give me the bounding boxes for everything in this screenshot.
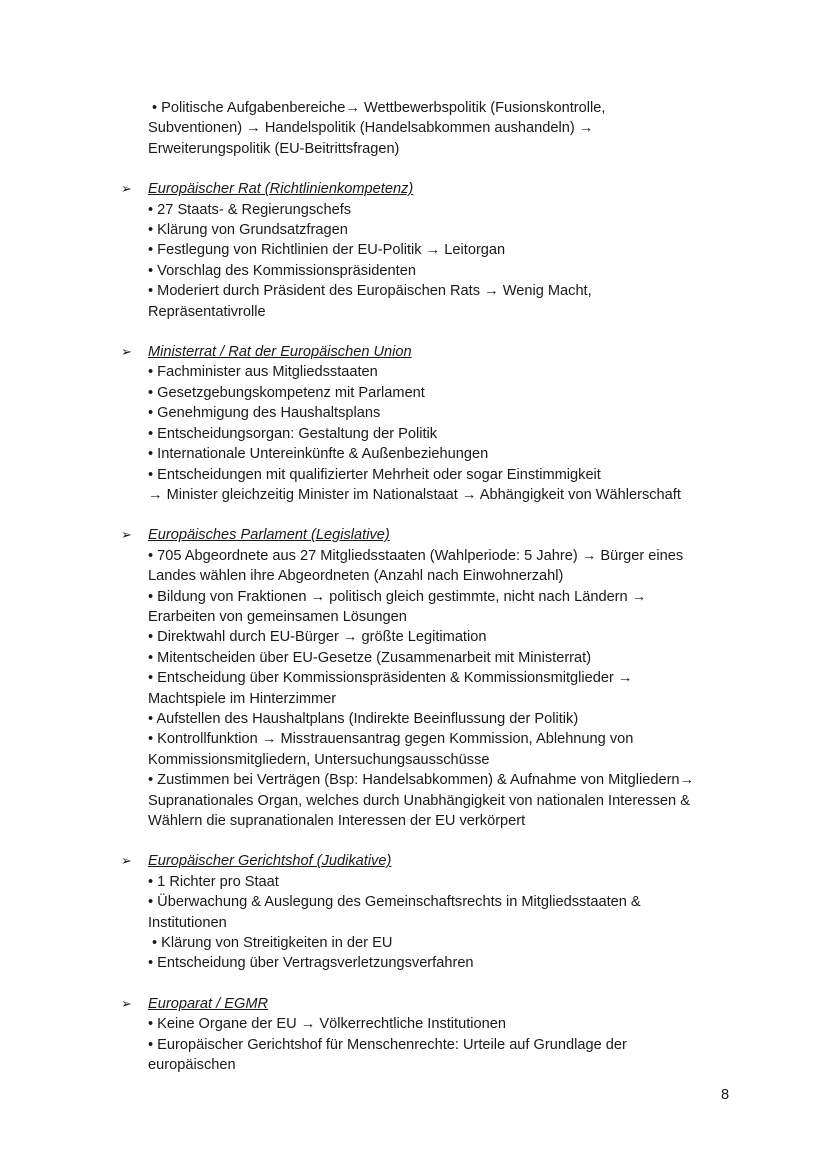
section-europaeischer-rat xyxy=(121,179,748,322)
arrowhead-bullet-icon: ➢ xyxy=(121,527,132,543)
section-heading-text: Europäischer Gerichtshof (Judikative) xyxy=(148,853,392,870)
list-item-continuation: europäischen xyxy=(148,1057,236,1074)
section-heading xyxy=(121,994,748,1014)
list-item: • Fachminister aus Mitgliedsstaaten xyxy=(148,364,378,381)
section-europarat-egmr xyxy=(121,994,748,1076)
list-item-continuation: Wählern die supranationalen Interessen der EU verkörpert xyxy=(148,813,526,829)
section-heading-text: Europarat / EGMR xyxy=(148,995,269,1012)
page-content xyxy=(121,98,748,1075)
list-item-continuation: Supranationales Organ, welches durch Unabhängigkeit von nationalen Interessen & xyxy=(148,792,690,809)
list-item: • Zustimmen bei Verträgen (Bsp: Handelsabkommen) & Aufnahme von Mitgliedern→ xyxy=(148,772,695,789)
list-item: • 1 Richter pro Staat xyxy=(148,873,279,890)
list-item: • 27 Staats- & Regierungschefs xyxy=(148,201,352,218)
list-item: • Europäischer Gerichtshof für Menschenrechte: Urteile auf Grundlage der xyxy=(148,1036,627,1053)
list-item: • Entscheidungsorgan: Gestaltung der Politik xyxy=(148,425,438,442)
list-item: • Gesetzgebungskompetenz mit Parlament xyxy=(148,384,425,401)
list-item-continuation: Repräsentativrolle xyxy=(148,303,266,320)
section-heading xyxy=(121,179,748,199)
list-item-continuation: Institutionen xyxy=(148,914,227,931)
list-item-continuation: Kommissionsmitgliedern, Untersuchungsausschüsse xyxy=(148,751,490,768)
list-item: • Direktwahl durch EU-Bürger → größte Legitimation xyxy=(148,629,487,646)
list-item: • Internationale Untereinkünfte & Außenbeziehungen xyxy=(148,446,489,463)
section-ministerrat xyxy=(121,342,748,505)
list-item: • Festlegung von Richtlinien der EU-Politik → Leitorgan xyxy=(148,242,506,259)
section-heading-text: Europäisches Parlament (Legislative) xyxy=(148,527,390,544)
section-heading-text: Ministerrat / Rat der Europäischen Union xyxy=(148,344,412,361)
list-item: • Klärung von Streitigkeiten in der EU xyxy=(152,935,393,952)
list-item-continuation: Landes wählen ihre Abgeordneten (Anzahl nach Einwohnerzahl) xyxy=(148,568,564,585)
intro-line: Subventionen) → Handelspolitik (Handelsabkommen aushandeln) → xyxy=(148,120,594,137)
intro-block xyxy=(148,98,748,159)
list-item-continuation: → Minister gleichzeitig Minister im Nationalstaat → Abhängigkeit von Wählerschaft xyxy=(148,486,681,503)
list-item-continuation: Machtspiele im Hinterzimmer xyxy=(148,690,337,707)
arrowhead-bullet-icon: ➢ xyxy=(121,853,132,869)
section-heading-text: Europäischer Rat (Richtlinienkompetenz) xyxy=(148,181,414,198)
list-item-continuation: Erarbeiten von gemeinsamen Lösungen xyxy=(148,608,407,625)
list-item: • Moderiert durch Präsident des Europäischen Rats → Wenig Macht, xyxy=(148,283,592,300)
list-item: • Entscheidung über Vertragsverletzungsverfahren xyxy=(148,955,474,972)
list-item: • Klärung von Grundsatzfragen xyxy=(148,222,348,239)
list-item: • Bildung von Fraktionen → politisch gleich gestimmte, nicht nach Ländern → xyxy=(148,588,647,605)
section-heading xyxy=(121,525,748,545)
list-item: • Entscheidung über Kommissionspräsidenten & Kommissionsmitglieder → xyxy=(148,670,633,687)
list-item: • 705 Abgeordnete aus 27 Mitgliedsstaaten (Wahlperiode: 5 Jahre) → Bürger eines xyxy=(148,547,684,564)
page-number: 8 xyxy=(721,1087,730,1103)
intro-line: Erweiterungspolitik (EU-Beitrittsfragen) xyxy=(148,140,400,157)
arrowhead-bullet-icon: ➢ xyxy=(121,344,132,360)
list-item: • Entscheidungen mit qualifizierter Mehrheit oder sogar Einstimmigkeit xyxy=(148,466,601,483)
intro-line: • Politische Aufgabenbereiche→ Wettbewerbspolitik (Fusionskontrolle, xyxy=(152,100,606,116)
section-heading xyxy=(121,342,748,362)
list-item: • Keine Organe der EU → Völkerrechtliche Institutionen xyxy=(148,1016,506,1033)
list-item: • Überwachung & Auslegung des Gemeinschaftsrechts in Mitgliedsstaaten & xyxy=(148,894,641,911)
arrowhead-bullet-icon: ➢ xyxy=(121,995,132,1011)
arrowhead-bullet-icon: ➢ xyxy=(121,181,132,197)
list-item: • Kontrollfunktion → Misstrauensantrag gegen Kommission, Ablehnung von xyxy=(148,731,634,748)
section-europaeisches-parlament xyxy=(121,525,748,831)
section-europaeischer-gerichtshof xyxy=(121,851,748,973)
list-item: • Vorschlag des Kommissionspräsidenten xyxy=(148,262,416,279)
list-item: • Genehmigung des Haushaltsplans xyxy=(148,405,381,422)
section-heading xyxy=(121,851,748,871)
list-item: • Mitentscheiden über EU-Gesetze (Zusammenarbeit mit Ministerrat) xyxy=(148,649,592,666)
list-item: • Aufstellen des Haushaltplans (Indirekte Beeinflussung der Politik) xyxy=(148,710,579,727)
